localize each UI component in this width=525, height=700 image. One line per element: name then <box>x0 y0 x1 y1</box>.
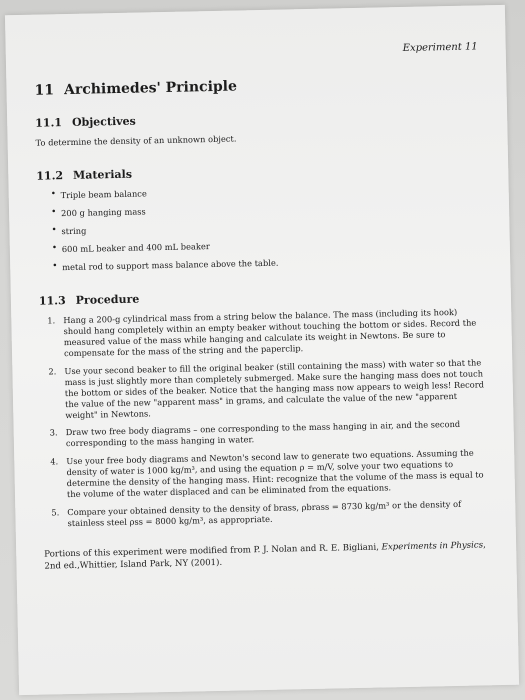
objectives-heading <box>35 107 483 129</box>
objectives-title: Objectives <box>71 114 136 129</box>
source-credit: Portions of this experiment were modified from P. J. Nolan and R. E. Bigliani, Experiments in Physics, 2nd ed.,Whittier, Island Park, NY (2001). <box>44 540 486 572</box>
procedure-step: 1. Hang a 200-g cylindrical mass from a string below the balance. The mass (including its hook) should hang completely within an empty beaker without touching the bottom or sides. Record the measured value of the mass while hanging and calculate its weight in Newtons. Be sure to compensate for the mass of the string and the paperclip. <box>47 306 477 358</box>
objectives-text: To determine the density of an unknown object. <box>35 133 237 148</box>
list-item: • 600 mL beaker and 400 mL beaker <box>51 241 210 255</box>
list-item: • 200 g hanging mass <box>50 206 146 219</box>
procedure-step: 4. Use your free body diagrams and Newton's second law to generate two equations. Assuming the density of water is 1000 kg/m³, and using the equation ρ = m/V, solve your two equations to determine the density of the hanging mass. Hint: recognize that the volume of the mass is equal to the volume of the water displaced and can be eliminated from the equations. <box>50 447 484 500</box>
procedure-step: 3. Draw two free body diagrams – one corresponding to the mass hanging in air, and the second corresponding to the mass hanging in water. <box>49 419 461 449</box>
running-head: Experiment 11 <box>402 41 478 54</box>
document-page <box>5 5 519 695</box>
materials-title: Materials <box>72 167 133 182</box>
chapter-title <box>34 73 482 98</box>
bullet-icon: • <box>51 243 58 254</box>
procedure-number: 11.3 <box>38 294 66 308</box>
procedure-title: Procedure <box>75 292 140 307</box>
procedure-step: 2. Use your second beaker to fill the original beaker (still containing the mass) with water so that the mass is just slightly more than completely submerged. Make sure the hanging mass does not touch the bottom or sides of the beaker. Notice that the hanging mass now appears to weigh less! Record the value of the new "apparent mass" in grams, and calculate the value of the new "apparent weight" in Newtons. <box>48 357 485 420</box>
procedure-list <box>39 306 491 529</box>
bullet-icon: • <box>52 261 58 272</box>
bullet-icon: • <box>51 225 57 236</box>
book-title: Experiments in Physics <box>381 540 484 553</box>
list-item: • Triple beam balance <box>50 188 147 201</box>
procedure-heading <box>39 285 487 307</box>
materials-heading <box>36 160 484 182</box>
chapter-title-text: Archimedes' Principle <box>63 78 238 99</box>
bullet-icon: • <box>50 189 57 200</box>
bullet-icon: • <box>50 207 57 218</box>
materials-list <box>37 181 487 272</box>
procedure-step: 5. Compare your obtained density to the density of brass, ρbrass = 8730 kg/m³ or the density of stainless steel ρss = 8000 kg/m³, as appropriate. <box>51 498 462 529</box>
materials-number: 11.2 <box>36 169 64 183</box>
list-item: • metal rod to support mass balance above the table. <box>52 257 279 273</box>
objectives-number: 11.1 <box>35 116 63 130</box>
chapter-number: 11 <box>34 82 55 99</box>
list-item: • string <box>51 225 87 237</box>
page-content <box>34 73 492 572</box>
